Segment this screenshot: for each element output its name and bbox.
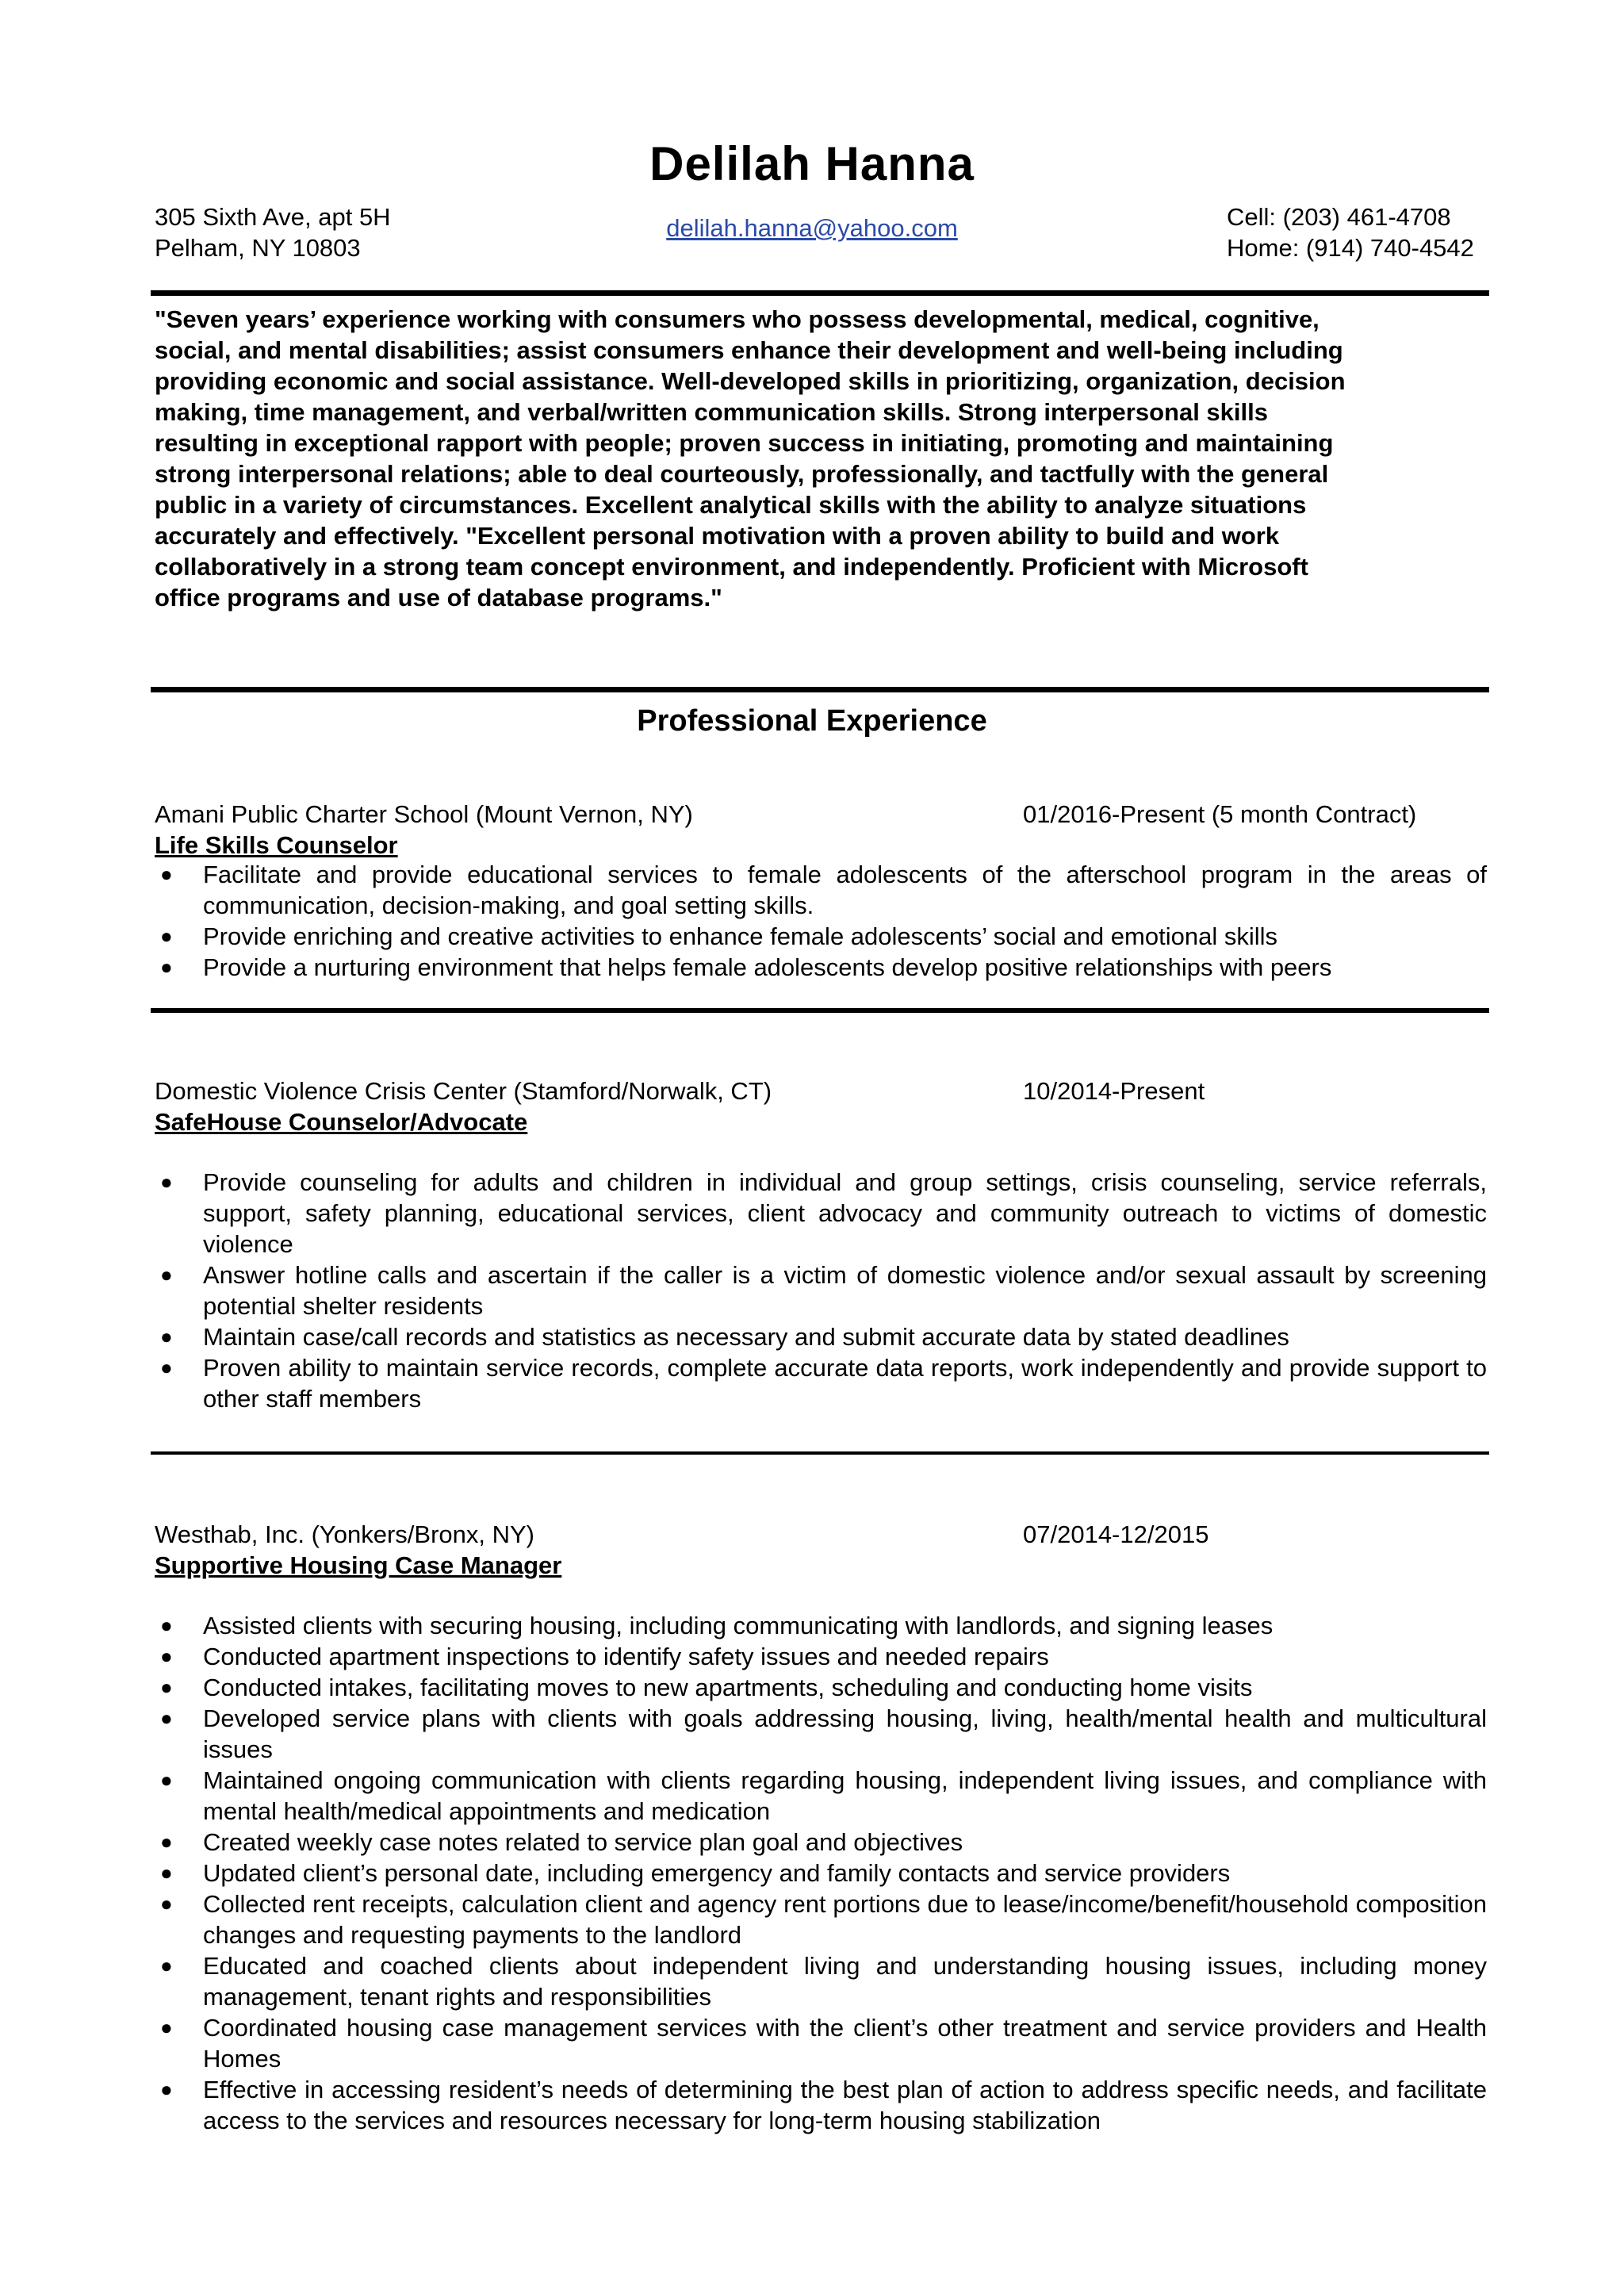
list-item: ● Assisted clients with securing housing, including communicating with landlords, and signing leases <box>160 1612 1274 1639</box>
list-item: ● Answer hotline calls and ascertain if the caller is a victim of domestic violence and/or sexual assault by screening potential shelter residents <box>160 1261 1487 1320</box>
bullet-dot-icon: ● <box>160 924 173 948</box>
job-divider-1 <box>151 1008 1489 1013</box>
list-item: ● Provide counseling for adults and children in individual and group settings, crisis counseling, service referrals, support, safety planning, educational services, client advocacy and community outreach to victims of domestic violence <box>160 1168 1487 1258</box>
bullet-dot-icon: ● <box>160 862 173 886</box>
section-title-experience: Professional Experience <box>637 704 987 738</box>
phone-block <box>1227 201 1560 263</box>
list-item: ● Updated client’s personal date, including emergency and family contacts and service providers <box>160 1859 1231 1887</box>
professional-summary: "Seven years’ experience working with consumers who possess developmental, medical, cognitive, social, and mental disabilities; assist consumers enhance their development and well-being including providing economic and social assistance. Well-developed skills in prioritizing, organization, decision making, time management, and verbal/written communication skills. Strong interpersonal skills resulting in exceptional rapport with people; proven success in initiating, promoting and maintaining strong interpersonal relations; able to deal courteously, professionally, and tactfully with the general public in a variety of circumstances. Excellent analytical skills with the ability to analyze situations accurately and effectively. "Excellent personal motivation with a proven ability to build and work collaboratively in a strong team concept environment, and independently. Proficient with Microsoft office programs and use of database programs." <box>155 305 1346 612</box>
bullet-dot-icon: ● <box>160 2015 173 2039</box>
job-organization: Domestic Violence Crisis Center (Stamford/Norwalk, CT) <box>155 1077 772 1105</box>
bullet-dot-icon: ● <box>160 1768 173 1792</box>
list-item: ● Created weekly case notes related to service plan goal and objectives <box>160 1828 963 1856</box>
list-item: ● Effective in accessing resident’s needs of determining the best plan of action to address specific needs, and facilitate access to the services and resources necessary for long-term housing stabilization <box>160 2076 1487 2134</box>
job-divider-2 <box>151 1451 1489 1455</box>
address-line-2: Pelham, NY 10803 <box>155 234 361 262</box>
list-item: ● Coordinated housing case management services with the client’s other treatment and service providers and Health Homes <box>160 2014 1487 2073</box>
job-organization: Amani Public Charter School (Mount Vernon, NY) <box>155 800 693 828</box>
header-divider <box>151 290 1489 296</box>
bullet-dot-icon: ● <box>160 955 173 979</box>
list-item: ● Proven ability to maintain service records, complete accurate data reports, work independently and provide support to other staff members <box>160 1354 1487 1413</box>
home-phone: Home: (914) 740-4542 <box>1227 234 1474 262</box>
job-bullets-2 <box>155 1167 1487 1414</box>
address-line-1: 305 Sixth Ave, apt 5H <box>155 203 391 231</box>
bullet-dot-icon: ● <box>160 1954 173 1977</box>
job-date: 07/2014-12/2015 <box>1023 1520 1209 1548</box>
job-date: 10/2014-Present <box>1023 1077 1205 1105</box>
bullet-dot-icon: ● <box>160 1675 173 1699</box>
bullet-dot-icon: ● <box>160 1355 173 1379</box>
list-item: ● Facilitate and provide educational services to female adolescents of the afterschool program in the areas of communication, decision-making, and goal setting skills. <box>160 861 1487 919</box>
list-item: ● Conducted intakes, facilitating moves to new apartments, scheduling and conducting home visits <box>160 1674 1253 1701</box>
bullet-dot-icon: ● <box>160 1861 173 1885</box>
bullet-dot-icon: ● <box>160 2077 173 2101</box>
list-item: ● Conducted apartment inspections to identify safety issues and needed repairs <box>160 1643 1049 1670</box>
bullet-dot-icon: ● <box>160 1644 173 1668</box>
bullet-dot-icon: ● <box>160 1325 173 1348</box>
bullet-dot-icon: ● <box>160 1892 173 1915</box>
job-date: 01/2016-Present (5 month Contract) <box>1023 800 1417 828</box>
bullet-dot-icon: ● <box>160 1613 173 1637</box>
cell-phone: Cell: (203) 461-4708 <box>1227 203 1451 231</box>
candidate-name: Delilah Hanna <box>649 137 975 190</box>
job-title: Life Skills Counselor <box>155 831 398 859</box>
bullet-dot-icon: ● <box>160 1170 173 1194</box>
list-item: ● Provide a nurturing environment that helps female adolescents develop positive relationships with peers <box>160 953 1332 981</box>
list-item: ● Educated and coached clients about independent living and understanding housing issues, including money management, tenant rights and responsibilities <box>160 1952 1487 2011</box>
bullet-dot-icon: ● <box>160 1263 173 1286</box>
summary-divider <box>151 687 1489 692</box>
job-title: Supportive Housing Case Manager <box>155 1551 562 1579</box>
email-link[interactable]: delilah.hanna@yahoo.com <box>666 214 958 242</box>
list-item: ● Collected rent receipts, calculation client and agency rent portions due to lease/income/benefit/household composition changes and requesting payments to the landlord <box>160 1890 1487 1949</box>
list-item: ● Maintain case/call records and statistics as necessary and submit accurate data by stated deadlines <box>160 1323 1289 1351</box>
job-bullets-1 <box>155 859 1487 983</box>
job-title: SafeHouse Counselor/Advocate <box>155 1108 528 1136</box>
bullet-dot-icon: ● <box>160 1830 173 1854</box>
list-item: ● Maintained ongoing communication with clients regarding housing, independent living issues, and compliance with mental health/medical appointments and medication <box>160 1766 1487 1825</box>
list-item: ● Developed service plans with clients with goals addressing housing, living, health/mental health and multicultural issues <box>160 1704 1487 1763</box>
list-item: ● Provide enriching and creative activities to enhance female adolescents’ social and emotional skills <box>160 922 1277 950</box>
bullet-dot-icon: ● <box>160 1706 173 1730</box>
job-organization: Westhab, Inc. (Yonkers/Bronx, NY) <box>155 1520 534 1548</box>
job-bullets-3 <box>155 1610 1487 2136</box>
